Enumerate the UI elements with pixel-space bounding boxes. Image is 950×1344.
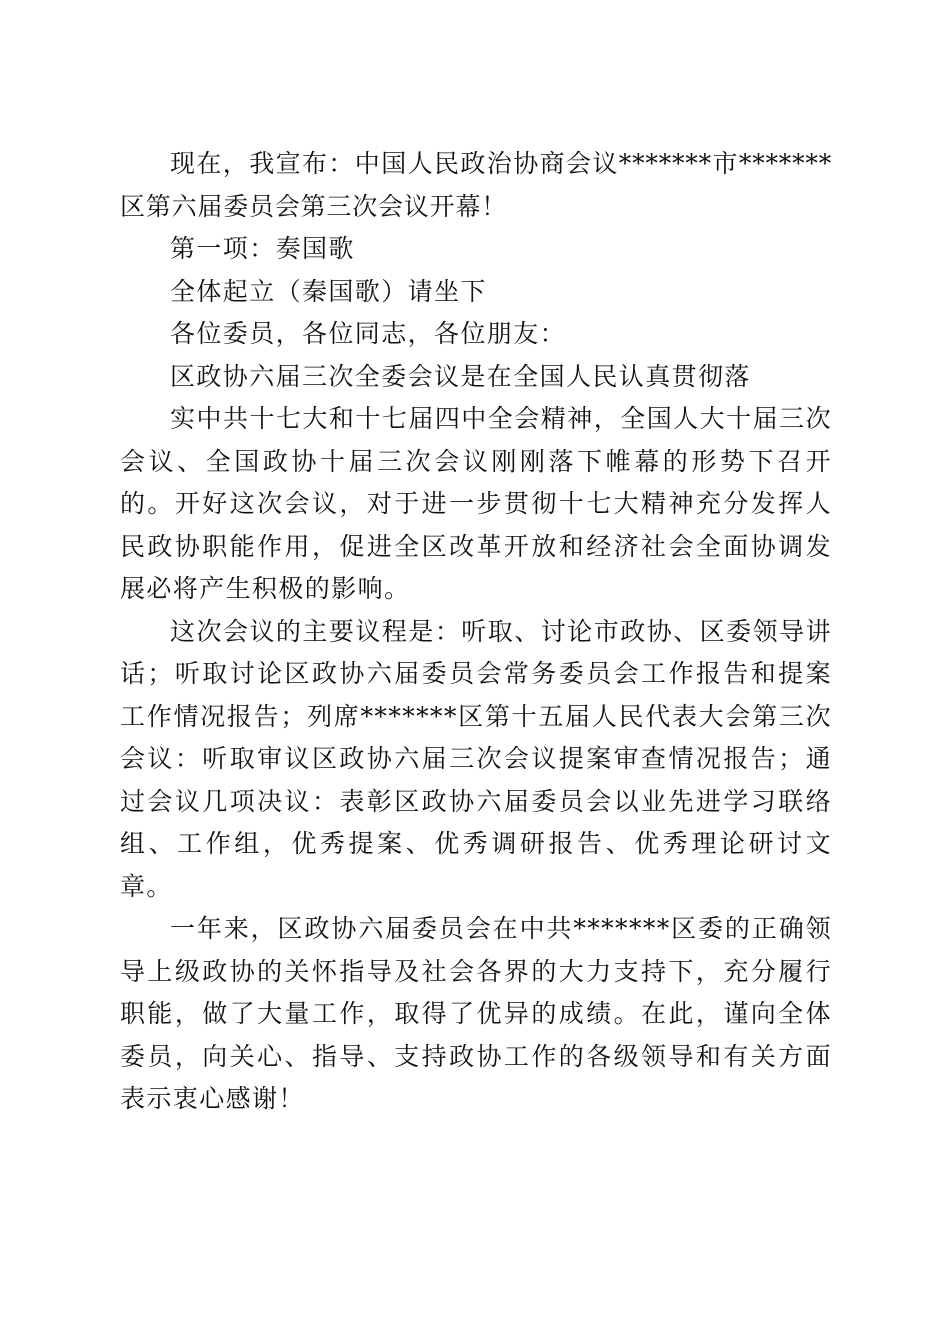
paragraph-meeting-context: 实中共十七大和十七届四中全会精神，全国人大十届三次会议、全国政协十届三次会议刚刚落下帷幕的形势下召开的。开好这次会议，对于进一步贯彻十七大精神充分发挥人民政协职能作用，促进全区改革开放和经济社会全面协调发展必将产生积极的影响。 <box>120 404 832 603</box>
paragraph-meeting-context-start: 区政协六届三次全委会议是在全国人民认真贯彻落 <box>170 361 751 391</box>
paragraph-item-one: 第一项：奏国歌 <box>170 234 355 263</box>
paragraph-acknowledgement: 一年来，区政协六届委员会在中共*******区委的正确领导上级政协的关怀指导及社会各界的大力支持下，充分履行职能，做了大量工作，取得了优异的成绩。在此，谨向全体委员，向关心、指导、支持政协工作的各级领导和有关方面表示衷心感谢！ <box>120 914 832 1113</box>
paragraph-greeting: 各位委员，各位同志，各位朋友： <box>170 319 567 348</box>
paragraph-opening-declaration: 现在，我宣布：中国人民政治协商会议*******市*******区第六届委员会第三次会议开幕！ <box>120 149 832 221</box>
speech-body <box>120 143 832 1121</box>
paragraph-agenda: 这次会议的主要议程是：听取、讨论市政协、区委领导讲话；听取讨论区政协六届委员会常务委员会工作报告和提案工作情况报告；列席*******区第十五届人民代表大会第三次会议：听取审议区政协六届三次会议提案审查情况报告；通过会议几项决议：表彰区政协六届委员会以业先进学习联络组、工作组，优秀提案、优秀调研报告、优秀理论研讨文章。 <box>120 616 832 901</box>
paragraph-stand-instruction: 全体起立（秦国歌）请坐下 <box>170 276 487 306</box>
